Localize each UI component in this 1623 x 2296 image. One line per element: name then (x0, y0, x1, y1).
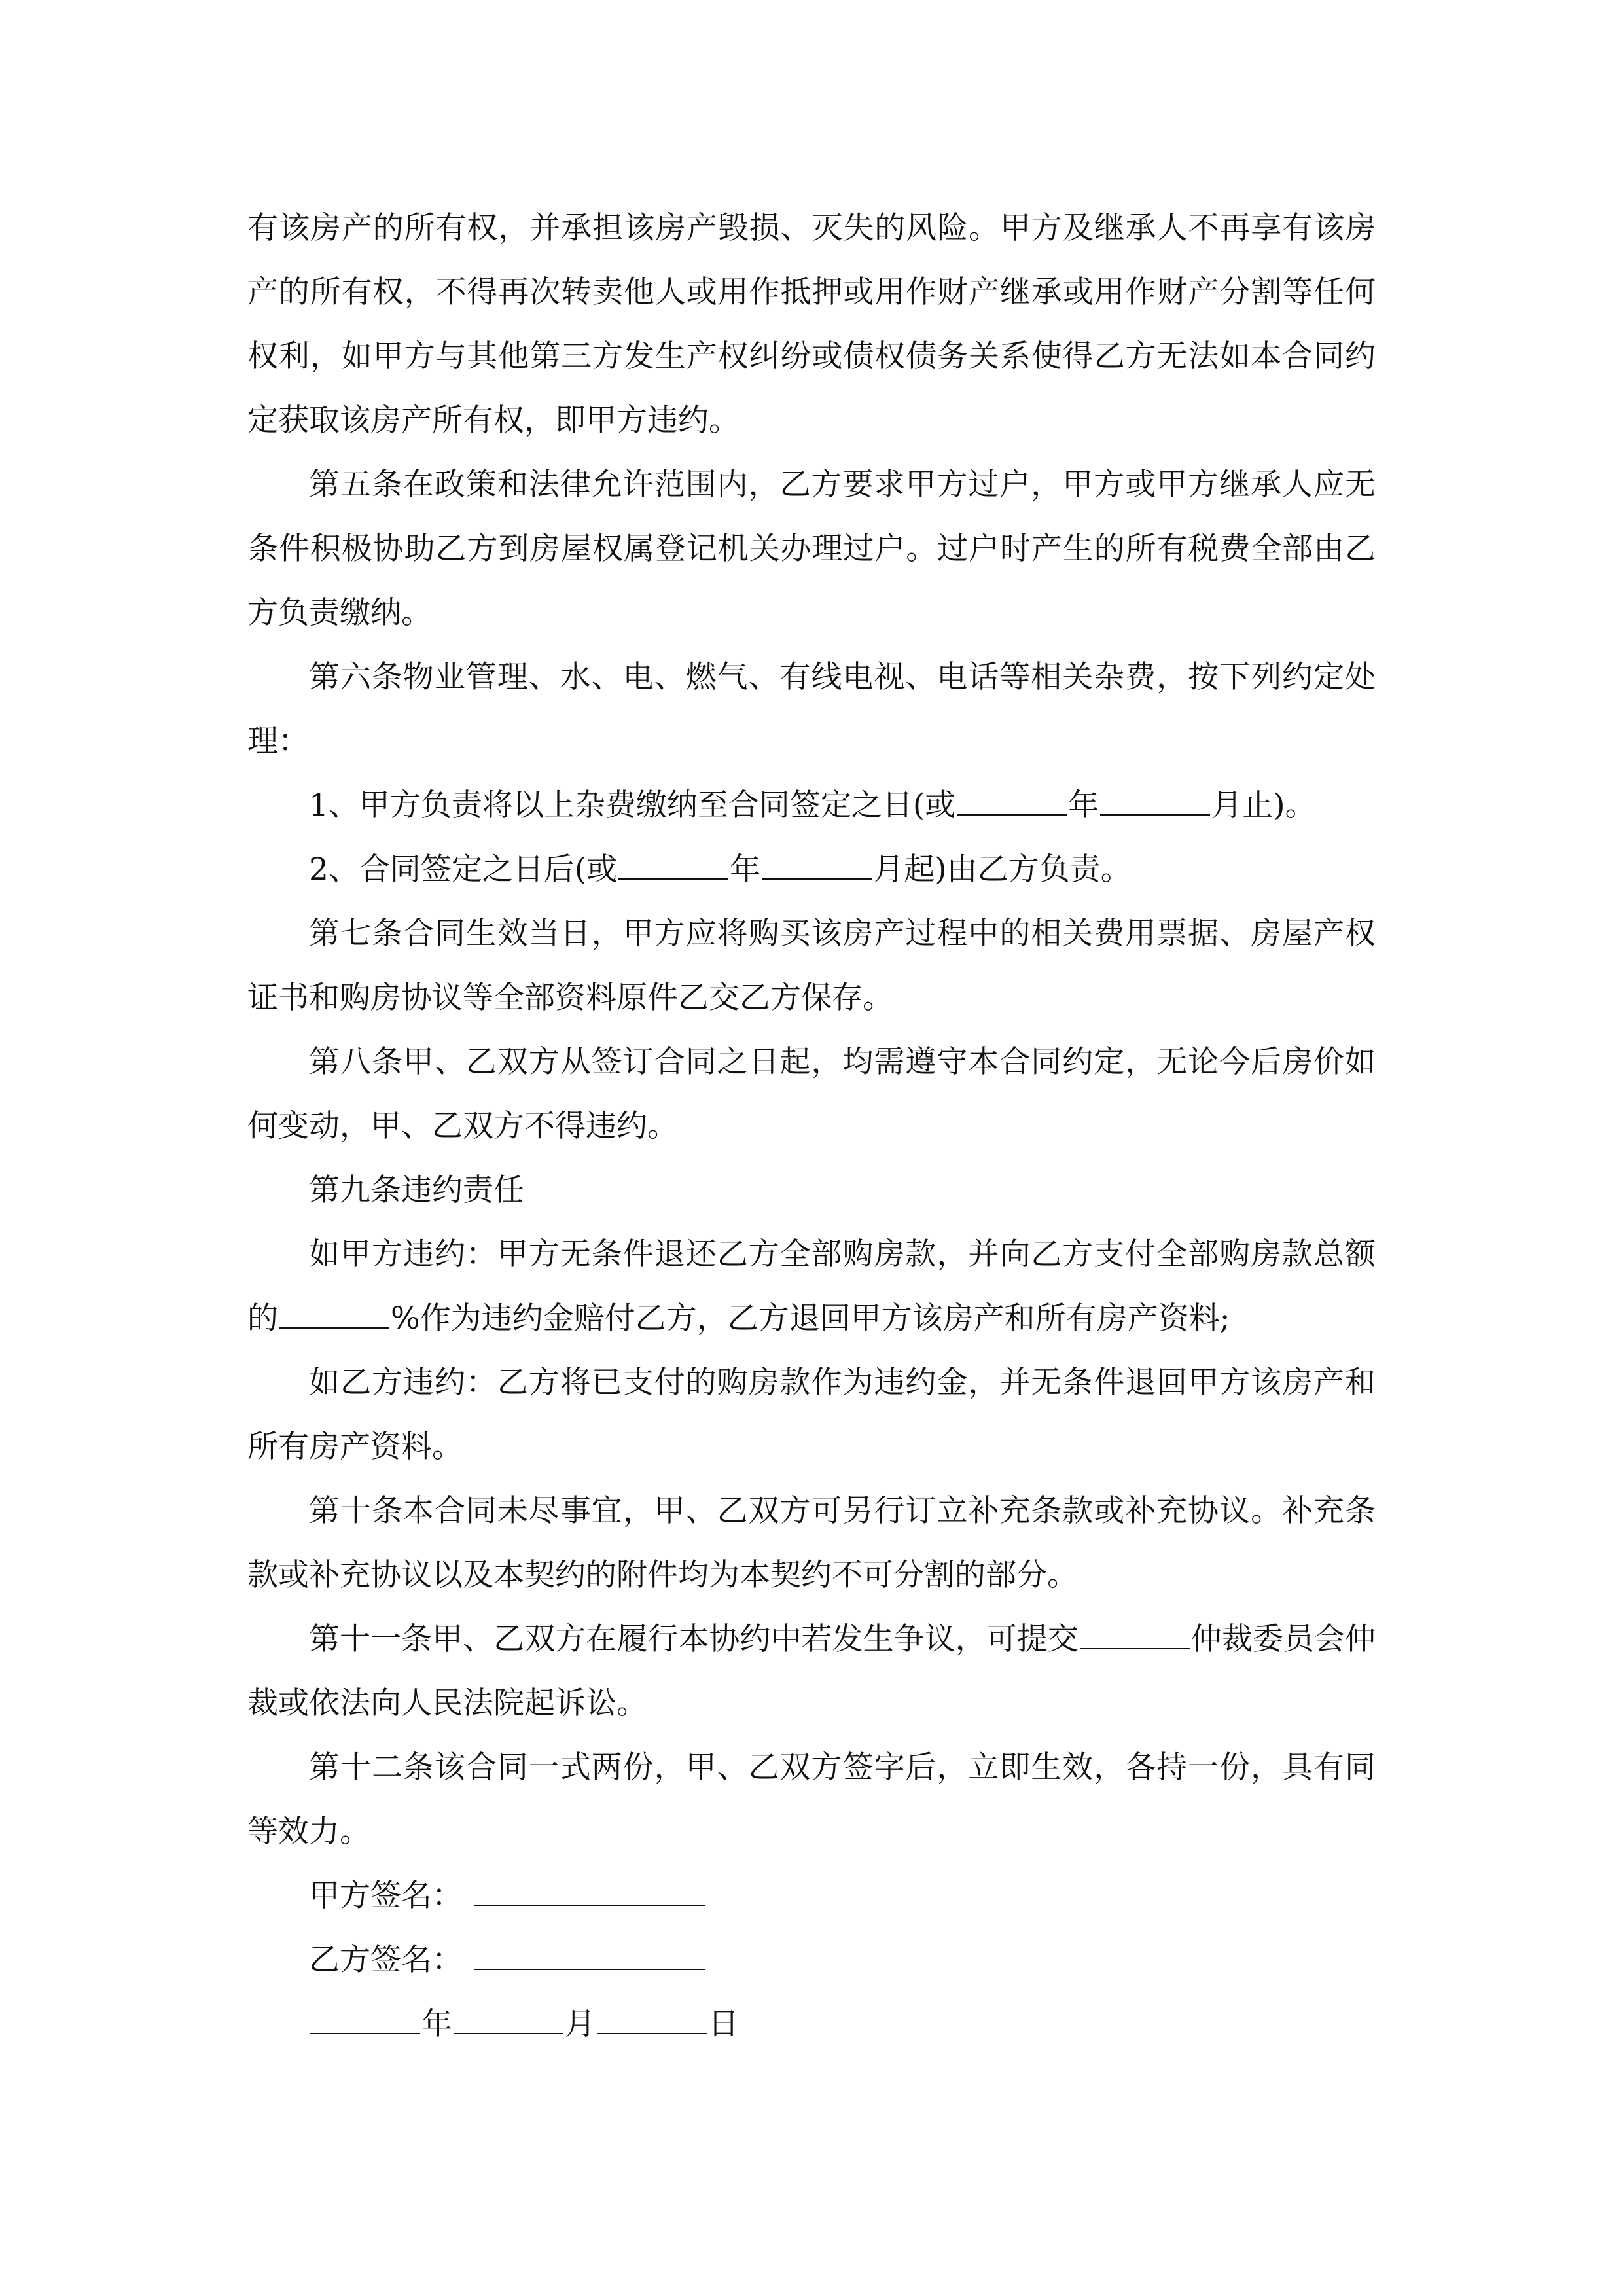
article-6-item-2-text-a: 2、合同签定之日后(或 (309, 852, 618, 888)
article-6-item-2-text-c: 月起)由乙方负责。 (873, 852, 1132, 888)
article-6-item-1-text-b: 年 (1068, 787, 1099, 823)
blank-percent-field (279, 1298, 389, 1329)
signature-party-a-label: 甲方签名： (309, 1878, 463, 1914)
article-11-text-a: 第十一条甲、乙双方在履行本协约中若发生争议，可提交 (309, 1621, 1079, 1657)
article-6-item-1 (247, 774, 1376, 838)
date-month-field (454, 2003, 563, 2034)
article-6-item-2-text-b: 年 (730, 852, 761, 888)
signature-party-b-label: 乙方签名： (309, 1942, 463, 1978)
article-9-party-a-text-b: %作为违约金赔付乙方，乙方退回甲方该房产和所有房产资料; (391, 1300, 1230, 1336)
date-year-field (310, 2003, 420, 2034)
article-11-text-b: 仲裁委员会仲裁或依法向人民法院起诉讼。 (247, 1621, 1376, 1721)
document-body (247, 196, 1376, 2056)
date-day-field (597, 2003, 707, 2034)
article-9-party-a-breach (247, 1223, 1376, 1351)
blank-arbitration-field (1080, 1619, 1190, 1649)
blank-year-field (957, 785, 1067, 816)
signature-party-a-field (474, 1875, 705, 1906)
blank-month-field (1100, 785, 1210, 816)
article-9-party-b-breach: 如乙方违约：乙方将已支付的购房款作为违约金，并无条件退回甲方该房产和所有房产资料。 (247, 1365, 1376, 1465)
article-6-item-1-text-c: 月止)。 (1211, 787, 1316, 823)
date-month-label: 月 (565, 2006, 596, 2042)
signature-party-b-field (474, 1939, 705, 1970)
signing-date (247, 1992, 1376, 2056)
article-11 (247, 1607, 1376, 1736)
signature-party-b (247, 1928, 1376, 1992)
article-6-item-2 (247, 838, 1376, 902)
article-8: 第八条甲、乙双方从签订合同之日起，均需遵守本合同约定，无论今后房价如何变动，甲、乙双方不得违约。 (247, 1044, 1376, 1144)
date-year-label: 年 (421, 2006, 452, 2042)
article-5: 第五条在政策和法律允许范围内，乙方要求甲方过户，甲方或甲方继承人应无条件积极协助乙方到房屋权属登记机关办理过户。过户时产生的所有税费全部由乙方负责缴纳。 (247, 467, 1376, 631)
signature-party-a (247, 1864, 1376, 1928)
article-6: 第六条物业管理、水、电、燃气、有线电视、电话等相关杂费，按下列约定处理： (247, 659, 1376, 759)
article-9-title: 第九条违约责任 (309, 1172, 524, 1208)
article-6-item-1-text-a: 1、甲方负责将以上杂费缴纳至合同签定之日(或 (309, 787, 956, 823)
article-9-party-a-text-a: 如甲方违约：甲方无条件退还乙方全部购房款，并向乙方支付全部购房款总额的 (247, 1236, 1376, 1336)
article-10: 第十条本合同未尽事宜，甲、乙双方可另行订立补充条款或补充协议。补充条款或补充协议以及本契约的附件均为本契约不可分割的部分。 (247, 1493, 1376, 1593)
article-12: 第十二条该合同一式两份，甲、乙双方签字后，立即生效，各持一份，具有同等效力。 (247, 1749, 1376, 1850)
blank-month-field (762, 849, 872, 880)
paragraph-intro: 有该房产的所有权，并承担该房产毁损、灭失的风险。甲方及继承人不再享有该房产的所有权，不得再次转卖他人或用作抵押或用作财产继承或用作财产分割等任何权利，如甲方与其他第三方发生产权纠纷或债权债务关系使得乙方无法如本合同约定获取该房产所有权，即甲方违约。 (247, 210, 1376, 439)
blank-year-field (618, 849, 728, 880)
date-day-label: 日 (708, 2006, 739, 2042)
article-7: 第七条合同生效当日，甲方应将购买该房产过程中的相关费用票据、房屋产权证书和购房协议等全部资料原件乙交乙方保存。 (247, 916, 1376, 1016)
